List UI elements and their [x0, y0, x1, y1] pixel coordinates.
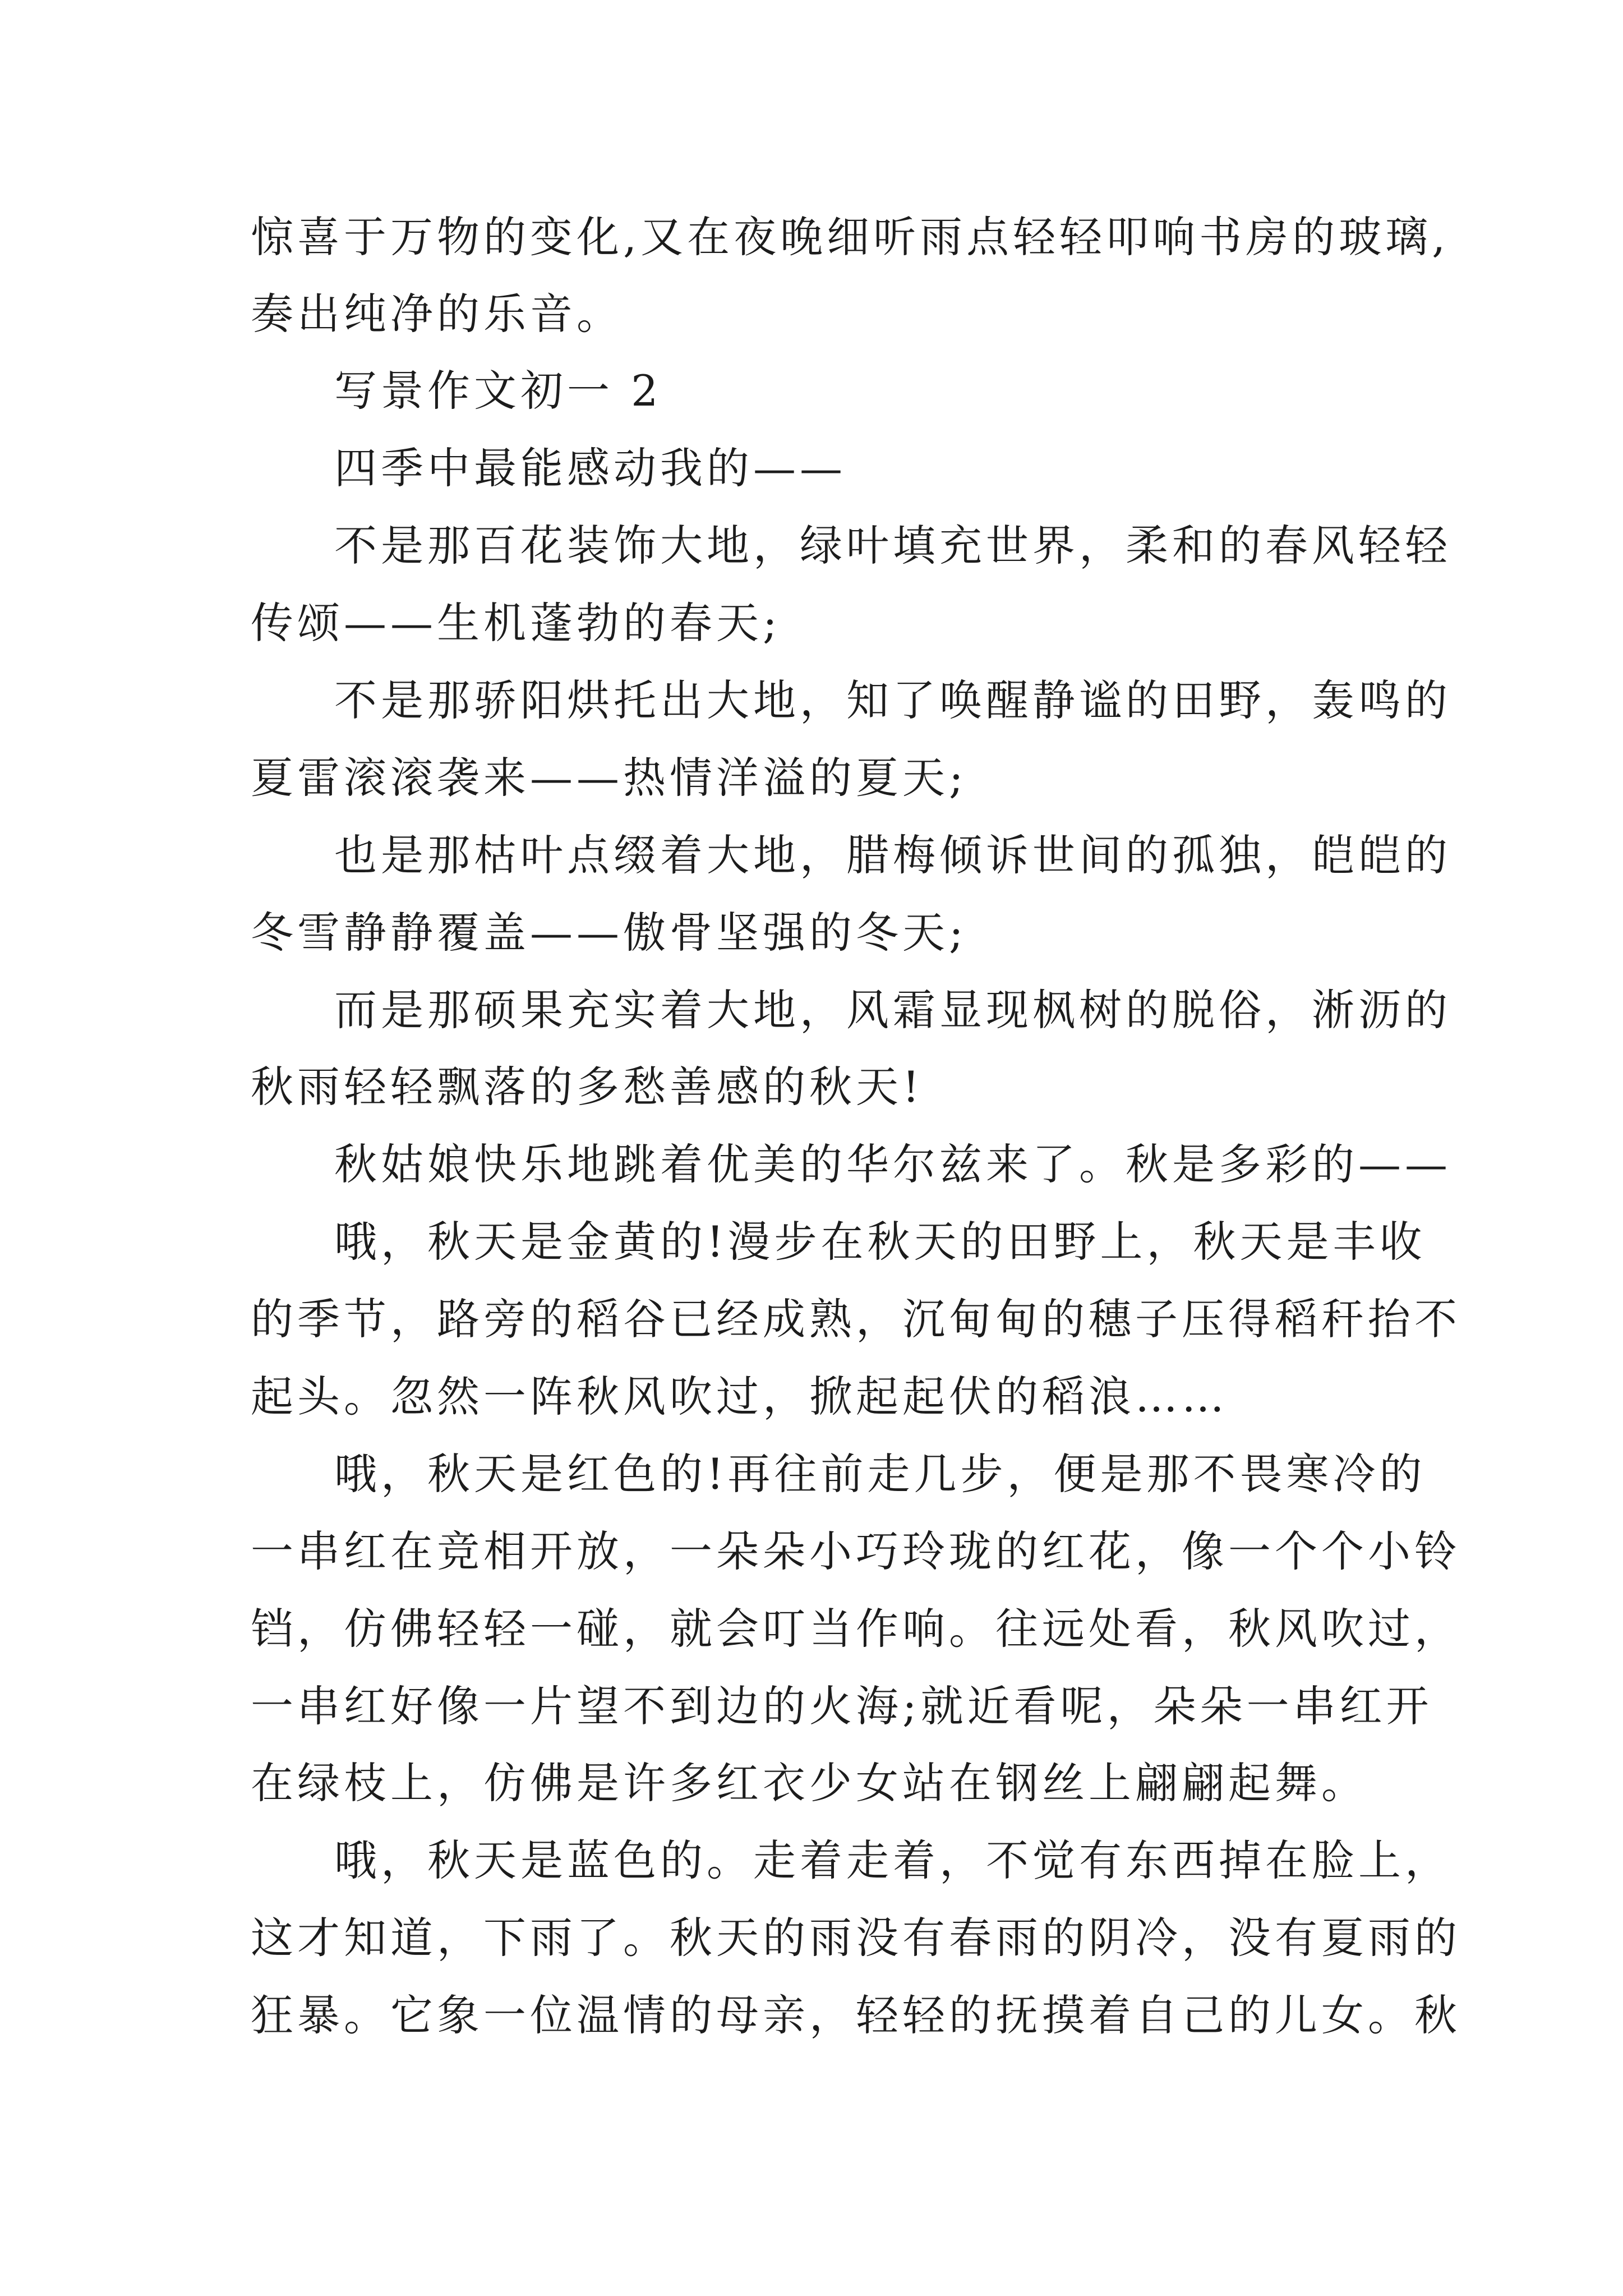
text-line: 四季中最能感动我的—— — [334, 443, 846, 493]
text-line: 不是那骄阳烘托出大地，知了唤醒静谧的田野，轰鸣的 — [334, 675, 1451, 725]
text-line: 起头。忽然一阵秋风吹过，掀起起伏的稻浪…… — [251, 1372, 1228, 1421]
text-line: 夏雷滚滚袭来——热情洋溢的夏天; — [251, 753, 967, 803]
text-line: 秋雨轻轻飘落的多愁善感的秋天! — [251, 1062, 924, 1112]
text-line: 传颂——生机蓬勃的春天; — [251, 598, 781, 648]
text-line: 哦，秋天是蓝色的。走着走着，不觉有东西掉在脸上， — [334, 1835, 1451, 1885]
text-line: 狂暴。它象一位温情的母亲，轻轻的抚摸着自己的儿女。秋 — [251, 1990, 1461, 2040]
text-line: 在绿枝上，仿佛是许多红衣少女站在钢丝上翩翩起舞。 — [251, 1758, 1368, 1808]
text-line: 哦，秋天是红色的!再往前走几步，便是那不畏寒冷的 — [334, 1449, 1426, 1499]
text-line: 铛，仿佛轻轻一碰，就会叮当作响。往远处看，秋风吹过， — [251, 1604, 1461, 1654]
text-line: 一串红在竞相开放，一朵朵小巧玲珑的红花，像一个个小铃 — [251, 1526, 1461, 1576]
text-line: 的季节，路旁的稻谷已经成熟，沉甸甸的穗子压得稻秆抬不 — [251, 1294, 1461, 1344]
text-line: 冬雪静静覆盖——傲骨坚强的冬天; — [251, 908, 967, 958]
text-line: 而是那硕果充实着大地，风霜显现枫树的脱俗，淅沥的 — [334, 985, 1451, 1035]
text-line: 不是那百花装饰大地，绿叶填充世界，柔和的春风轻轻 — [334, 521, 1451, 570]
text-line: 一串红好像一片望不到边的火海;就近看呢，朵朵一串红开 — [251, 1681, 1433, 1731]
text-line: 这才知道，下雨了。秋天的雨没有春雨的阴冷，没有夏雨的 — [251, 1913, 1461, 1963]
section-heading: 写景作文初一 2 — [334, 366, 662, 416]
text-line: 也是那枯叶点缀着大地，腊梅倾诉世间的孤独，皑皑的 — [334, 830, 1451, 880]
text-line: 惊喜于万物的变化,又在夜晚细听雨点轻轻叩响书房的玻璃, — [251, 212, 1450, 262]
text-line: 奏出纯净的乐音。 — [251, 289, 623, 339]
text-line: 秋姑娘快乐地跳着优美的华尔兹来了。秋是多彩的—— — [334, 1139, 1451, 1189]
text-line: 哦，秋天是金黄的!漫步在秋天的田野上，秋天是丰收 — [334, 1217, 1426, 1267]
